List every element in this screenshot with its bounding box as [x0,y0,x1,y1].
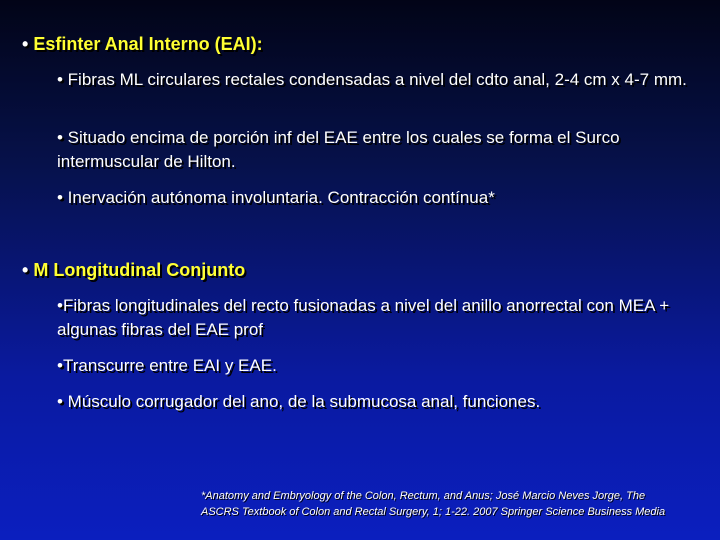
section2-heading-label: M Longitudinal Conjunto [33,260,246,280]
footnote [201,488,716,520]
section1-bullet: • [22,34,29,54]
section1-heading [22,33,263,55]
section2-item-1: •Fibras longitudinales del recto fusionadas a nivel del anillo anorrectal con MEA + algunas fibras del EAE prof [57,296,670,339]
section2-item-3: • Músculo corrugador del ano, de la submucosa anal, funciones. [57,392,541,411]
section2-bullet: • [22,260,29,280]
section2-item-2: •Transcurre entre EAI y EAE. [57,356,277,375]
footnote-line-1: *Anatomy and Embryology of the Colon, Rectum, and Anus; José Marcio Neves Jorge, The [201,490,646,502]
section1-item-2: • Situado encima de porción inf del EAE entre los cuales se forma el Surco intermuscular de Hilton. [57,128,620,171]
section1-item-1: • Fibras ML circulares rectales condensadas a nivel del cdto anal, 2-4 cm x 4-7 mm. [57,70,687,89]
section1-item-3: • Inervación autónoma involuntaria. Contracción contínua* [57,188,495,207]
section2-heading [22,259,245,281]
section1-heading-label: Esfinter Anal Interno (EAI): [33,34,263,54]
footnote-line-2: ASCRS Textbook of Colon and Rectal Surgery, 1; 1-22. 2007 Springer Science Business Media [201,506,666,518]
